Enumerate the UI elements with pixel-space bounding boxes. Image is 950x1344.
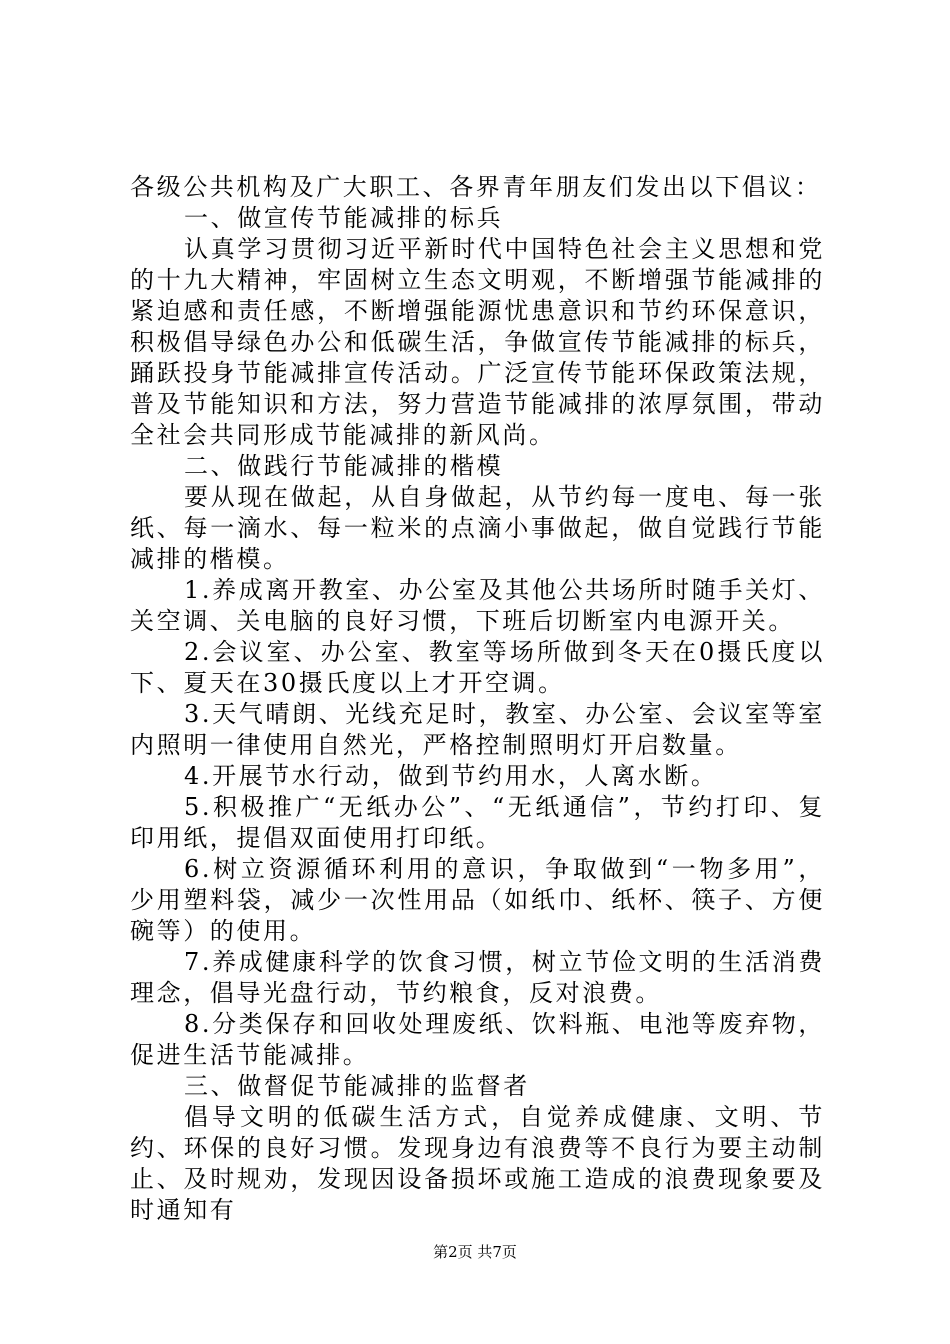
paragraph: 倡导文明的低碳生活方式，自觉养成健康、文明、节约、环保的良好习惯。发现身边有浪费等不良行为要主动制止、及时规劝，发现因设备损坏或施工造成的浪费现象要及时通知有 xyxy=(130,1103,825,1224)
list-item: 1.养成离开教室、办公室及其他公共场所时随手关灯、关空调、关电脑的良好习惯，下班后切断室内电源开关。 xyxy=(130,576,825,635)
list-item: 8.分类保存和回收处理废纸、饮料瓶、电池等废弃物，促进生活节能减排。 xyxy=(130,1010,825,1069)
list-item: 6.树立资源循环利用的意识，争取做到“一物多用”，少用塑料袋，减少一次性用品（如纸巾、纸杯、筷子、方便碗等）的使用。 xyxy=(130,855,825,945)
section-heading-1: 一、做宣传节能减排的标兵 xyxy=(184,204,504,232)
list-item: 7.养成健康科学的饮食习惯，树立节俭文明的生活消费理念，倡导光盘行动，节约粮食，反对浪费。 xyxy=(130,948,825,1007)
list-item: 3.天气晴朗、光线充足时，教室、办公室、会议室等室内照明一律使用自然光，严格控制照明灯开启数量。 xyxy=(130,700,825,759)
list-item: 4.开展节水行动，做到节约用水，人离水断。 xyxy=(184,762,718,790)
paragraph-intro: 各级公共机构及广大职工、各界青年朋友们发出以下倡议： xyxy=(130,173,822,201)
list-item: 2.会议室、办公室、教室等场所做到冬天在0摄氏度以下、夏天在30摄氏度以上才开空调。 xyxy=(130,638,825,697)
paragraph: 认真学习贯彻习近平新时代中国特色社会主义思想和党的十九大精神，牢固树立生态文明观，不断增强节能减排的紧迫感和责任感，不断增强能源忧患意识和节约环保意识，积极倡导绿色办公和低碳生活，争做宣传节能减排的标兵，踊跃投身节能减排宣传活动。广泛宣传节能环保政策法规，普及节能知识和方法，努力营造节能减排的浓厚氛围，带动全社会共同形成节能减排的新风尚。 xyxy=(130,235,825,449)
section-heading-2: 二、做践行节能减排的楷模 xyxy=(184,452,504,480)
list-item: 5.积极推广“无纸办公”、“无纸通信”，节约打印、复印用纸，提倡双面使用打印纸。 xyxy=(130,793,825,852)
paragraph: 要从现在做起，从自身做起，从节约每一度电、每一张纸、每一滴水、每一粒米的点滴小事做起，做自觉践行节能减排的楷模。 xyxy=(130,483,825,573)
page-number-footer: 第2页 共7页 xyxy=(433,1243,517,1261)
section-heading-3: 三、做督促节能减排的监督者 xyxy=(184,1072,530,1100)
document-body xyxy=(130,172,825,1226)
